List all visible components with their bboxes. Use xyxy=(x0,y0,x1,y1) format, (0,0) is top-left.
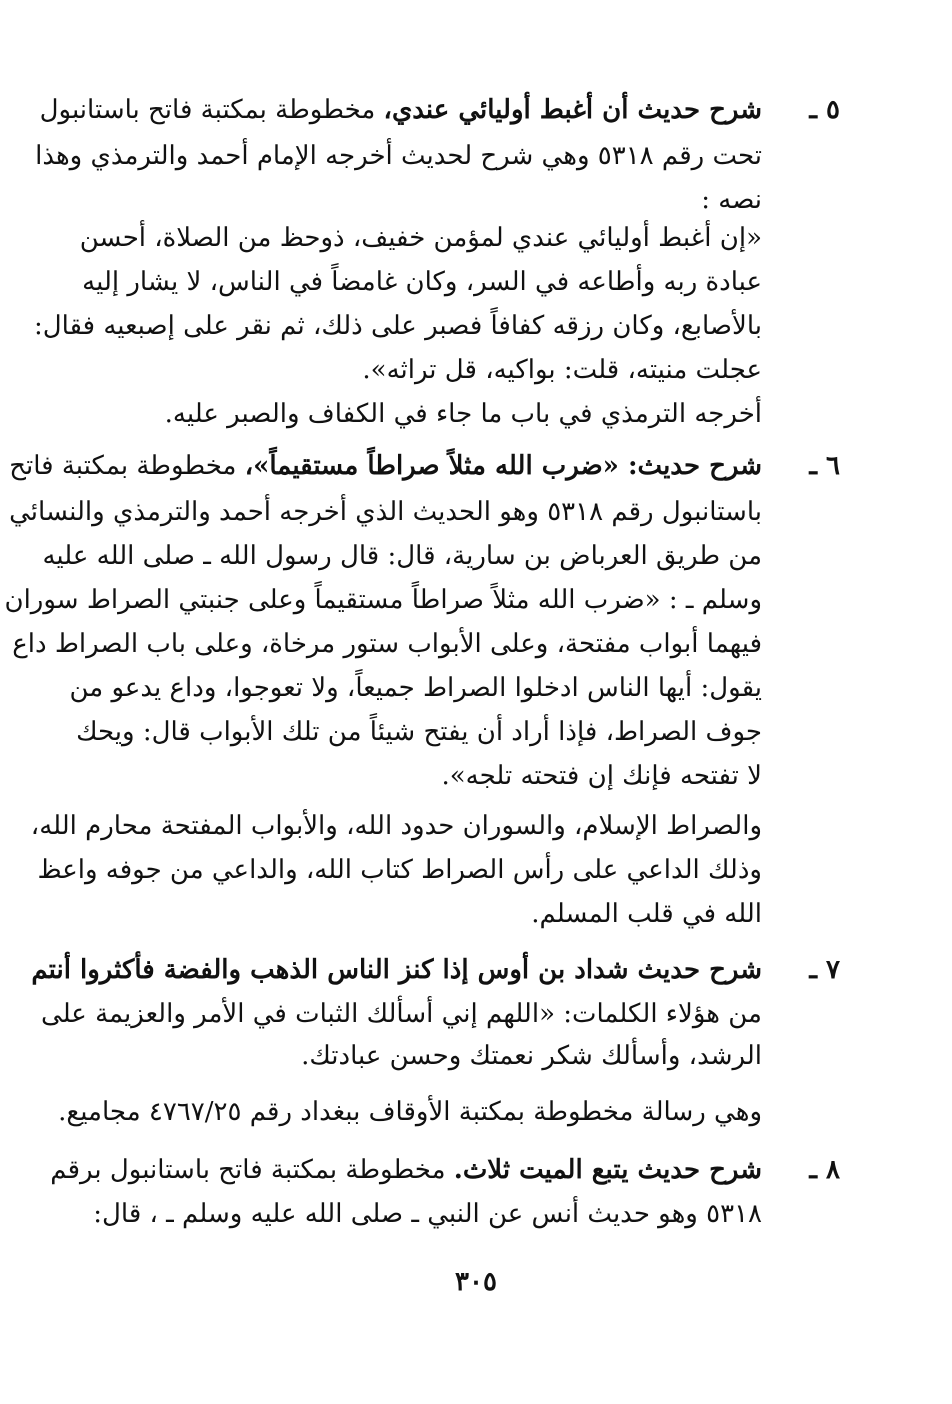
item-number: ٦ ـ xyxy=(809,451,840,481)
item-heading-rest: مخطوطة بمكتبة فاتح xyxy=(9,451,237,481)
text-line: ٥٣١٨ وهو حديث أنس عن النبي ـ صلى الله عليه وسلم ـ ، قال: xyxy=(93,1199,762,1229)
item-lead: شرح حديث شداد بن أوس إذا كنز الناس الذهب والفضة فأكثروا أنتم xyxy=(31,955,762,985)
text-line: والصراط الإسلام، والسوران حدود الله، والأبواب المفتحة محارم الله، xyxy=(30,811,762,841)
item-lead: شرح حديث يتبع الميت ثلاث. xyxy=(453,1155,762,1185)
text-line: الله في قلب المسلم. xyxy=(531,899,762,929)
item-heading-line xyxy=(50,1150,762,1190)
text-line: عبادة ربه وأطاعه في السر، وكان غامضاً في الناس، لا يشار إليه xyxy=(82,267,762,297)
item-heading-line xyxy=(39,90,762,130)
text-line: من هؤلاء الكلمات: «اللهم إني أسألك الثبات في الأمر والعزيمة على xyxy=(41,999,762,1029)
text-line: تحت رقم ٥٣١٨ وهي شرح لحديث أخرجه الإمام أحمد والترمذي وهذا xyxy=(35,141,762,171)
item-heading-rest: مخطوطة بمكتبة فاتح باستانبول xyxy=(39,95,376,125)
item-lead: شرح حديث أن أغبط أوليائي عندي، xyxy=(383,95,762,125)
item-number: ٧ ـ xyxy=(809,955,840,985)
text-line: نصه : xyxy=(701,185,762,215)
text-line: الرشد، وأسألك شكر نعمتك وحسن عبادتك. xyxy=(301,1041,762,1071)
item-lead: شرح حديث: «ضرب الله مثلاً صراطاً مستقيماً»، xyxy=(244,451,762,481)
text-line: عجلت منيته، قلت: بواكيه، قل تراثه». xyxy=(362,355,762,385)
item-heading-rest: مخطوطة بمكتبة فاتح باستانبول برقم xyxy=(50,1155,446,1185)
text-line: يقول: أيها الناس ادخلوا الصراط جميعاً، ولا تعوجوا، وداع يدعو من xyxy=(69,673,762,703)
text-line: أخرجه الترمذي في باب ما جاء في الكفاف والصبر عليه. xyxy=(164,399,762,429)
text-line: بالأصابع، وكان رزقه كفافاً فصبر على ذلك، ثم نقر على إصبعيه فقال: xyxy=(33,311,762,341)
text-line: وذلك الداعي على رأس الصراط كتاب الله، والداعي من جوفه واعظ xyxy=(37,855,762,885)
item-heading-line xyxy=(9,446,762,486)
text-line: فيهما أبواب مفتحة، وعلى الأبواب ستور مرخاة، وعلى باب الصراط داع xyxy=(12,629,762,659)
text-line: لا تفتحه فإنك إن فتحته تلجه». xyxy=(441,761,762,791)
text-line: جوف الصراط، فإذا أراد أن يفتح شيئاً من تلك الأبواب قال: ويحك xyxy=(76,717,762,747)
item-number: ٥ ـ xyxy=(809,95,840,125)
text-line: وسلم ـ : «ضرب الله مثلاً صراطاً مستقيماً وعلى جنبتي الصراط سوران xyxy=(4,585,762,615)
text-line: وهي رسالة مخطوطة بمكتبة الأوقاف ببغداد رقم ٤٧٦٧/٢٥ مجاميع. xyxy=(58,1097,762,1127)
page-number: ٣٠٥ xyxy=(455,1267,497,1297)
text-line: من طريق العرباض بن سارية، قال: قال رسول الله ـ صلى الله عليه xyxy=(42,541,762,571)
text-line: باستانبول رقم ٥٣١٨ وهو الحديث الذي أخرجه أحمد والترمذي والنسائي xyxy=(9,497,762,527)
item-number: ٨ ـ xyxy=(809,1155,840,1185)
text-line: «إن أغبط أوليائي عندي لمؤمن خفيف، ذوحظ من الصلاة، أحسن xyxy=(79,223,762,253)
